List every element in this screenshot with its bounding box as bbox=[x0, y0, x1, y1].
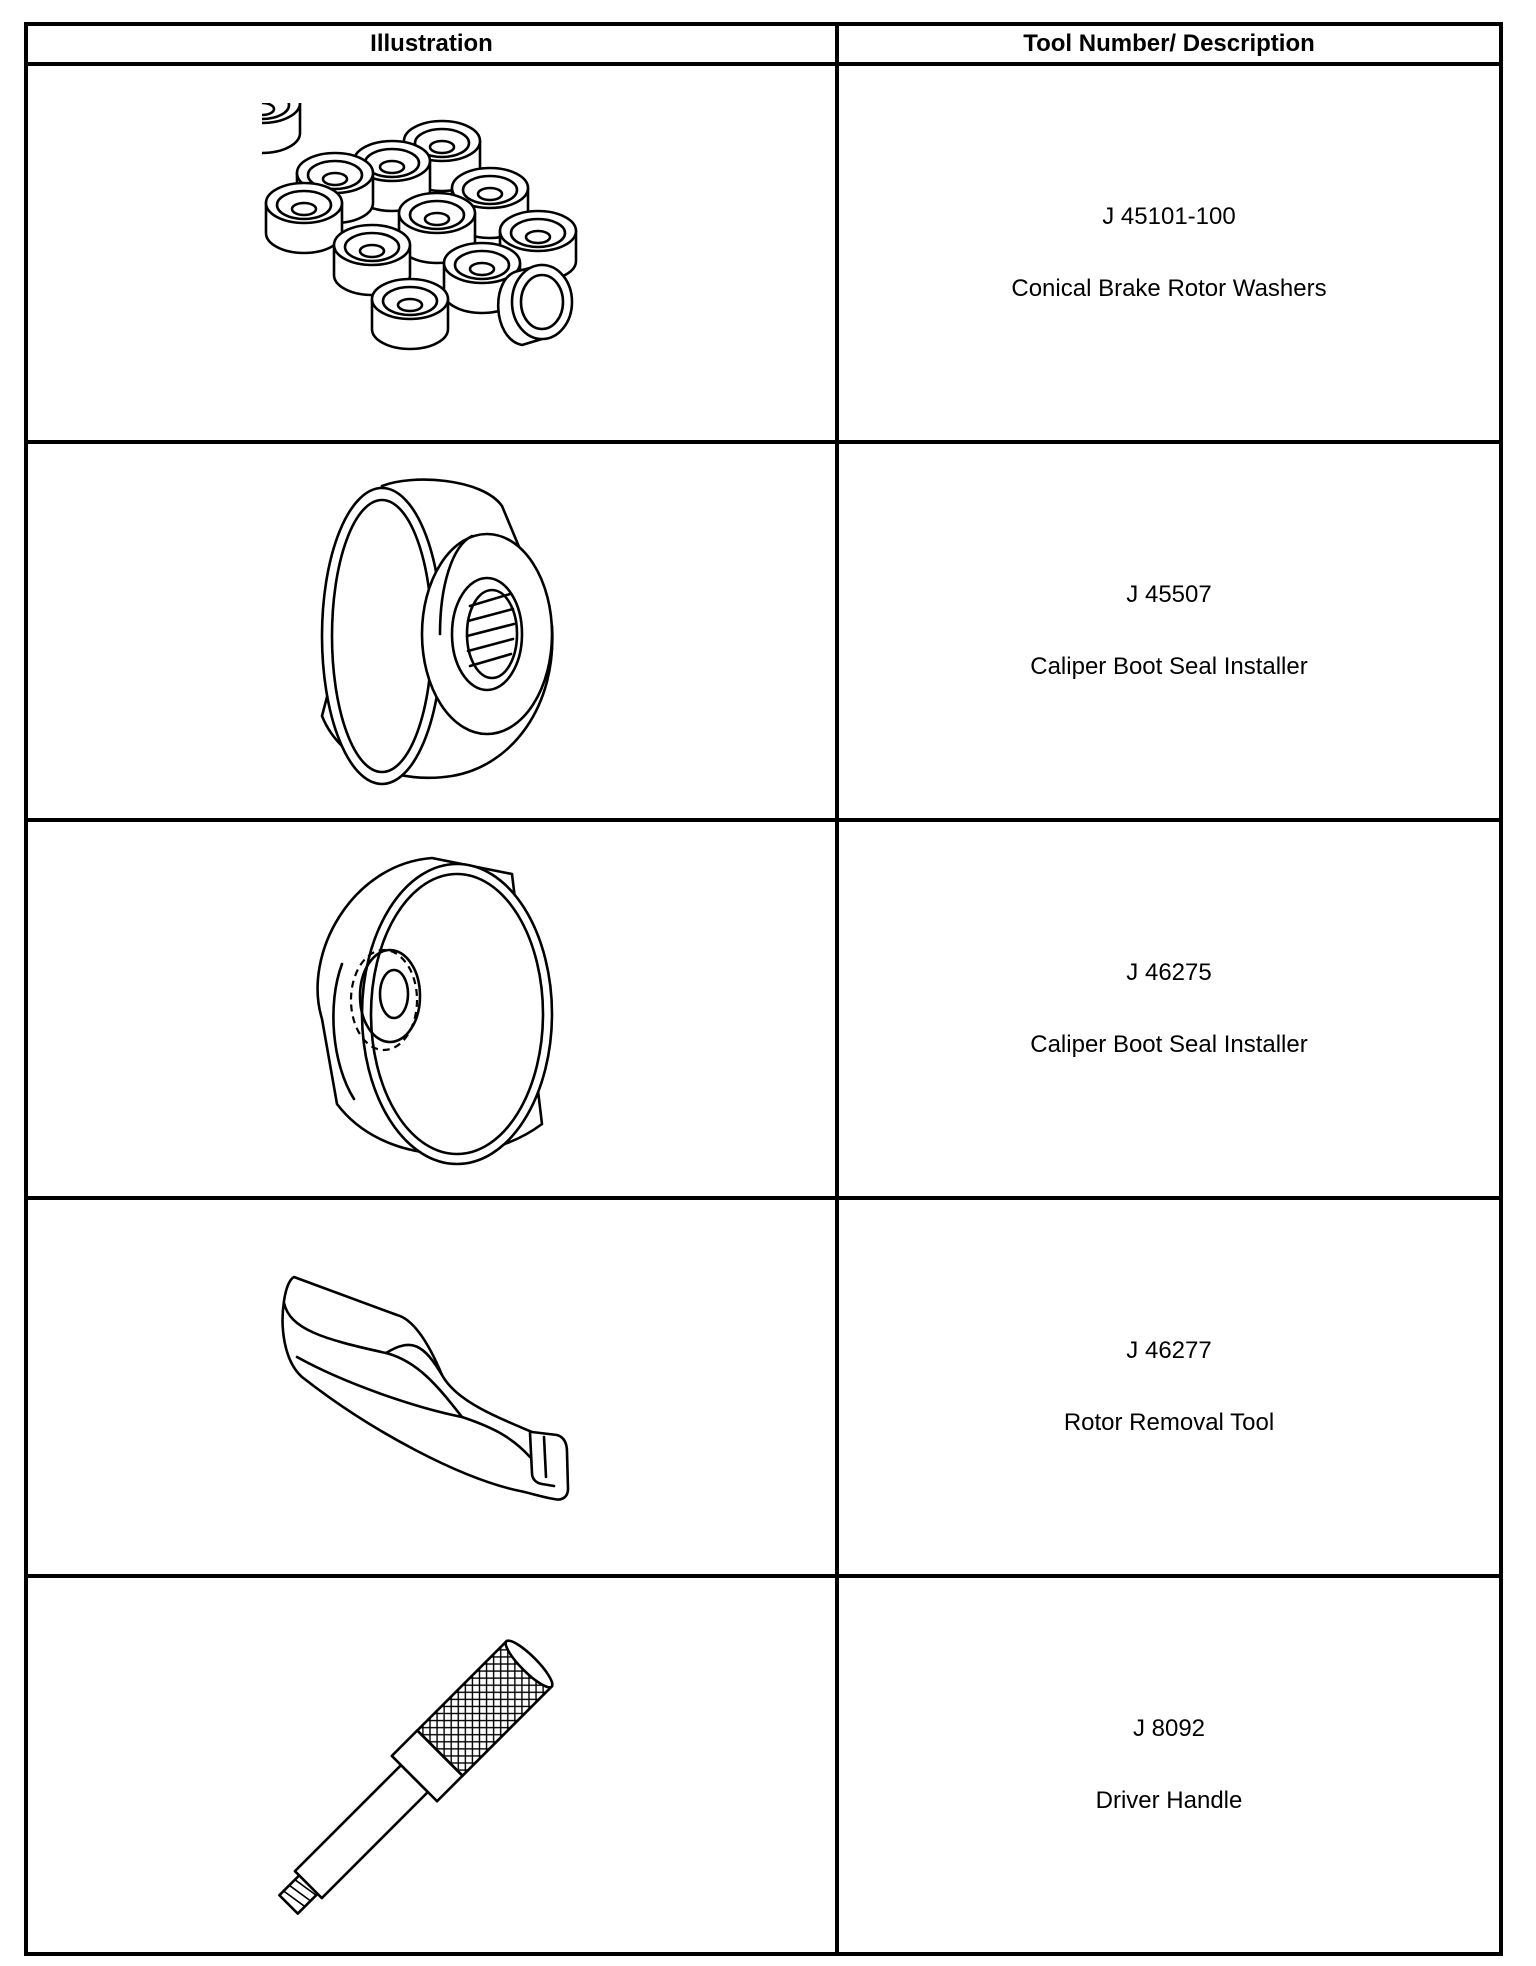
table-row bbox=[26, 1576, 1501, 1954]
special-tools-table bbox=[24, 22, 1503, 1956]
tool-number: J 8092 bbox=[1132, 1715, 1206, 1742]
table-row bbox=[26, 820, 1501, 1198]
table-row bbox=[26, 64, 1501, 442]
illustration-cell bbox=[26, 1576, 837, 1954]
tool-number: J 46275 bbox=[1126, 959, 1212, 986]
illustration-cell bbox=[26, 820, 837, 1198]
seal-installer-disc-icon bbox=[282, 844, 582, 1174]
tool-description: Conical Brake Rotor Washers bbox=[1011, 275, 1327, 302]
tool-description: Driver Handle bbox=[1095, 1787, 1243, 1814]
tool-description: Caliper Boot Seal Installer bbox=[1030, 1031, 1308, 1058]
rotor-removal-tool-icon bbox=[262, 1257, 602, 1517]
tool-description: Rotor Removal Tool bbox=[1063, 1409, 1275, 1436]
seal-installer-threaded-icon bbox=[282, 466, 582, 796]
tool-number: J 46277 bbox=[1126, 1337, 1212, 1364]
tool-description: Caliper Boot Seal Installer bbox=[1030, 653, 1308, 680]
tool-number: J 45101-100 bbox=[1102, 203, 1236, 230]
description-cell bbox=[837, 1576, 1501, 1954]
illustration-cell bbox=[26, 442, 837, 820]
header-row bbox=[26, 24, 1501, 64]
illustration-cell bbox=[26, 64, 837, 442]
description-cell bbox=[837, 442, 1501, 820]
description-cell bbox=[837, 1198, 1501, 1576]
table-row bbox=[26, 442, 1501, 820]
illustration-header: Illustration bbox=[26, 24, 837, 64]
tool-number: J 45507 bbox=[1126, 581, 1212, 608]
illustration-cell bbox=[26, 1198, 837, 1576]
driver-handle-icon bbox=[262, 1600, 602, 1930]
description-cell bbox=[837, 820, 1501, 1198]
description-cell bbox=[837, 64, 1501, 442]
table-row bbox=[26, 1198, 1501, 1576]
conical-washers-icon bbox=[262, 103, 602, 403]
description-header: Tool Number/ Description bbox=[837, 24, 1501, 64]
